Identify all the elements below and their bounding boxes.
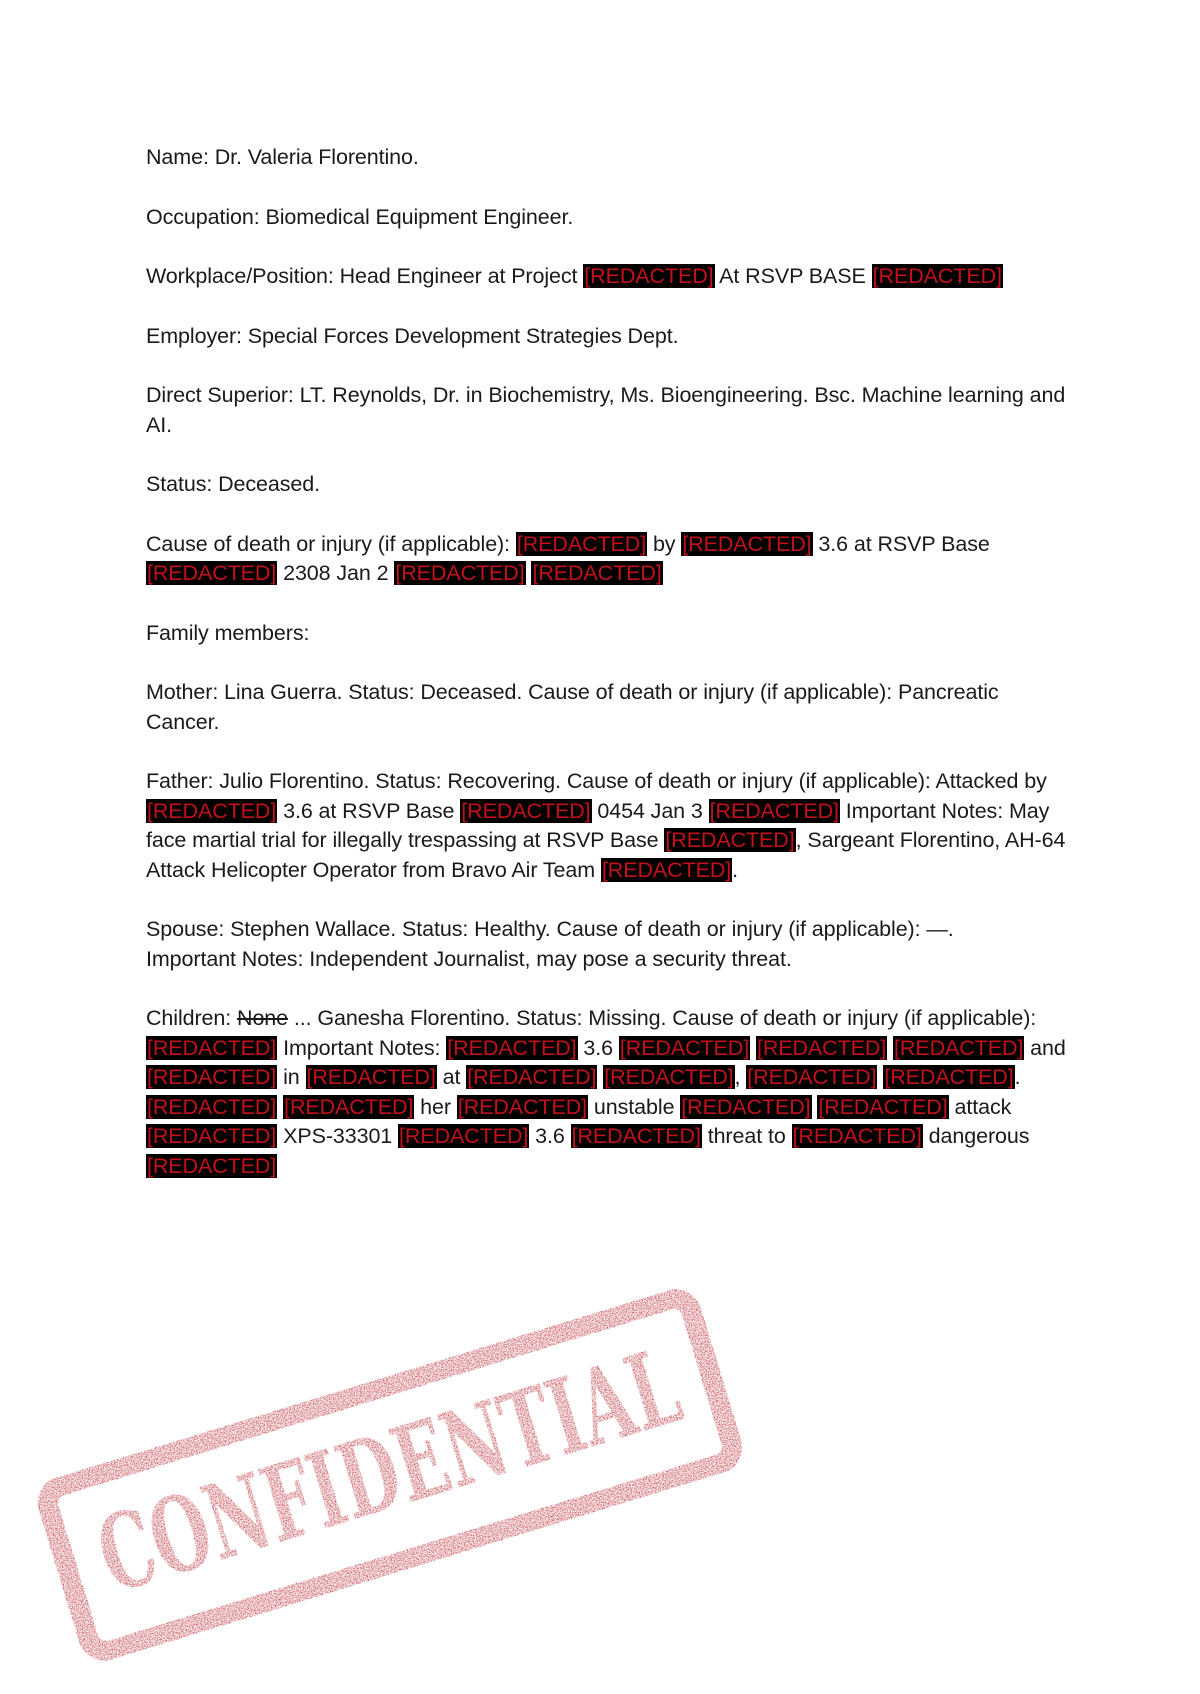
redacted-block: [REDACTED]: [709, 798, 839, 823]
redacted-block: [REDACTED]: [894, 1035, 1024, 1060]
redacted-block: [REDACTED]: [147, 1124, 277, 1148]
children-text: attack: [948, 1094, 1012, 1119]
cause-text: 3.6 at RSVP Base: [812, 531, 990, 556]
family-members-heading: Family members:: [146, 620, 310, 645]
father-text: Important Notes: May face martial trial for illegally trespassing at RSVP Base: [146, 798, 1050, 852]
redacted-block: [REDACTED]: [571, 1124, 701, 1148]
redacted-block: [REDACTED]: [604, 1065, 734, 1089]
redacted-block: [REDACTED]: [447, 1035, 577, 1060]
redacted-block: [REDACTED]: [756, 1035, 887, 1060]
redacted-block: [REDACTED]: [147, 1094, 277, 1119]
confidential-stamp: [26, 1226, 1015, 1673]
status-field: Status: Deceased.: [146, 472, 320, 496]
workplace-field: [146, 262, 1066, 292]
redacted-block: [REDACTED]: [399, 1124, 529, 1148]
employer-field: Employer: Special Forces Development Strategies Dept.: [146, 323, 679, 348]
mother-field: Mother: Lina Guerra. Status: Deceased. Cause of death or injury (if applicable): Pancreatic Cancer.: [146, 680, 999, 734]
redacted-block: [REDACTED]: [792, 1124, 922, 1148]
father-field: [146, 767, 1066, 885]
cause-text: 2308 Jan 2: [277, 561, 395, 585]
children-text: .: [1014, 1065, 1021, 1089]
redacted-block: [REDACTED]: [681, 1094, 811, 1119]
redacted-block: [REDACTED]: [884, 1065, 1014, 1089]
redacted-block: [REDACTED]: [532, 561, 662, 585]
name-field: Name: Dr. Valeria Florentino.: [146, 145, 419, 169]
redacted-block: [REDACTED]: [747, 1065, 877, 1089]
cause-field: [146, 530, 1066, 589]
redacted-block: [REDACTED]: [516, 531, 647, 556]
children-text: and: [1024, 1035, 1066, 1060]
children-text: 3.6: [577, 1035, 619, 1060]
workplace-text: At RSVP BASE: [714, 264, 872, 288]
occupation-field: Occupation: Biomedical Equipment Engineer.: [146, 204, 574, 229]
redacted-block: [REDACTED]: [467, 1065, 597, 1089]
redacted-block: [REDACTED]: [584, 264, 714, 288]
superior-field: Direct Superior: LT. Reynolds, Dr. in Biochemistry, Ms. Bioengineering. Bsc. Machine learning and AI.: [146, 383, 1066, 437]
children-text: Children:: [146, 1006, 238, 1030]
redacted-block: [REDACTED]: [147, 1065, 277, 1089]
children-text: XPS-33301: [277, 1124, 399, 1148]
redacted-block: [REDACTED]: [147, 1153, 277, 1178]
father-text: Father: Julio Florentino. Status: Recovering. Cause of death or injury (if applicable): Attacked by: [146, 769, 1047, 793]
children-text: in: [277, 1065, 306, 1089]
redacted-block: [REDACTED]: [147, 1035, 277, 1060]
stamp-graphic: [26, 1226, 1015, 1673]
father-text: , Sargeant Florentino, AH-64 Attack Helicopter Operator from Bravo Air Team: [146, 828, 1066, 882]
father-text: 3.6 at RSVP Base: [277, 798, 461, 823]
cause-text: Cause of death or injury (if applicable):: [146, 531, 516, 556]
redacted-block: [REDACTED]: [682, 531, 812, 556]
redacted-block: [REDACTED]: [619, 1035, 750, 1060]
children-text: unstable: [588, 1094, 681, 1119]
children-text: dangerous: [922, 1124, 1030, 1148]
stamp-text: CONFIDENTIAL: [83, 1226, 1015, 1618]
redacted-block: [REDACTED]: [457, 1094, 588, 1119]
father-text: 0454 Jan 3: [591, 798, 709, 823]
father-text: .: [732, 857, 739, 882]
redacted-block: [REDACTED]: [818, 1094, 948, 1119]
redacted-block: [REDACTED]: [601, 857, 732, 882]
children-field: [146, 1004, 1066, 1181]
children-text: her: [414, 1094, 457, 1119]
dossier-body: [146, 143, 1066, 1181]
redacted-block: [REDACTED]: [284, 1094, 414, 1119]
redacted-block: [REDACTED]: [461, 798, 591, 823]
redacted-block: [REDACTED]: [872, 264, 1002, 288]
children-text: Important Notes:: [277, 1035, 447, 1060]
redacted-block: [REDACTED]: [395, 561, 525, 585]
spouse-line-1: Spouse: Stephen Wallace. Status: Healthy. Cause of death or injury (if applicable): —.: [146, 917, 954, 941]
children-text: ,: [734, 1065, 747, 1089]
spouse-line-2: Important Notes: Independent Journalist, may pose a security threat.: [146, 946, 792, 971]
redacted-block: [REDACTED]: [147, 561, 277, 585]
children-text: ... Ganesha Florentino. Status: Missing. Cause of death or injury (if applicable):: [288, 1006, 1037, 1030]
workplace-text: Workplace/Position: Head Engineer at Project: [146, 264, 584, 288]
children-text: threat to: [701, 1124, 792, 1148]
spouse-field: [146, 915, 1066, 974]
cause-text: by: [647, 531, 682, 556]
redacted-block: [REDACTED]: [665, 828, 795, 852]
struck-text: None: [237, 1006, 289, 1030]
children-text: 3.6: [529, 1124, 571, 1148]
redacted-block: [REDACTED]: [147, 798, 277, 823]
redacted-block: [REDACTED]: [306, 1065, 436, 1089]
children-text: at: [436, 1065, 467, 1089]
